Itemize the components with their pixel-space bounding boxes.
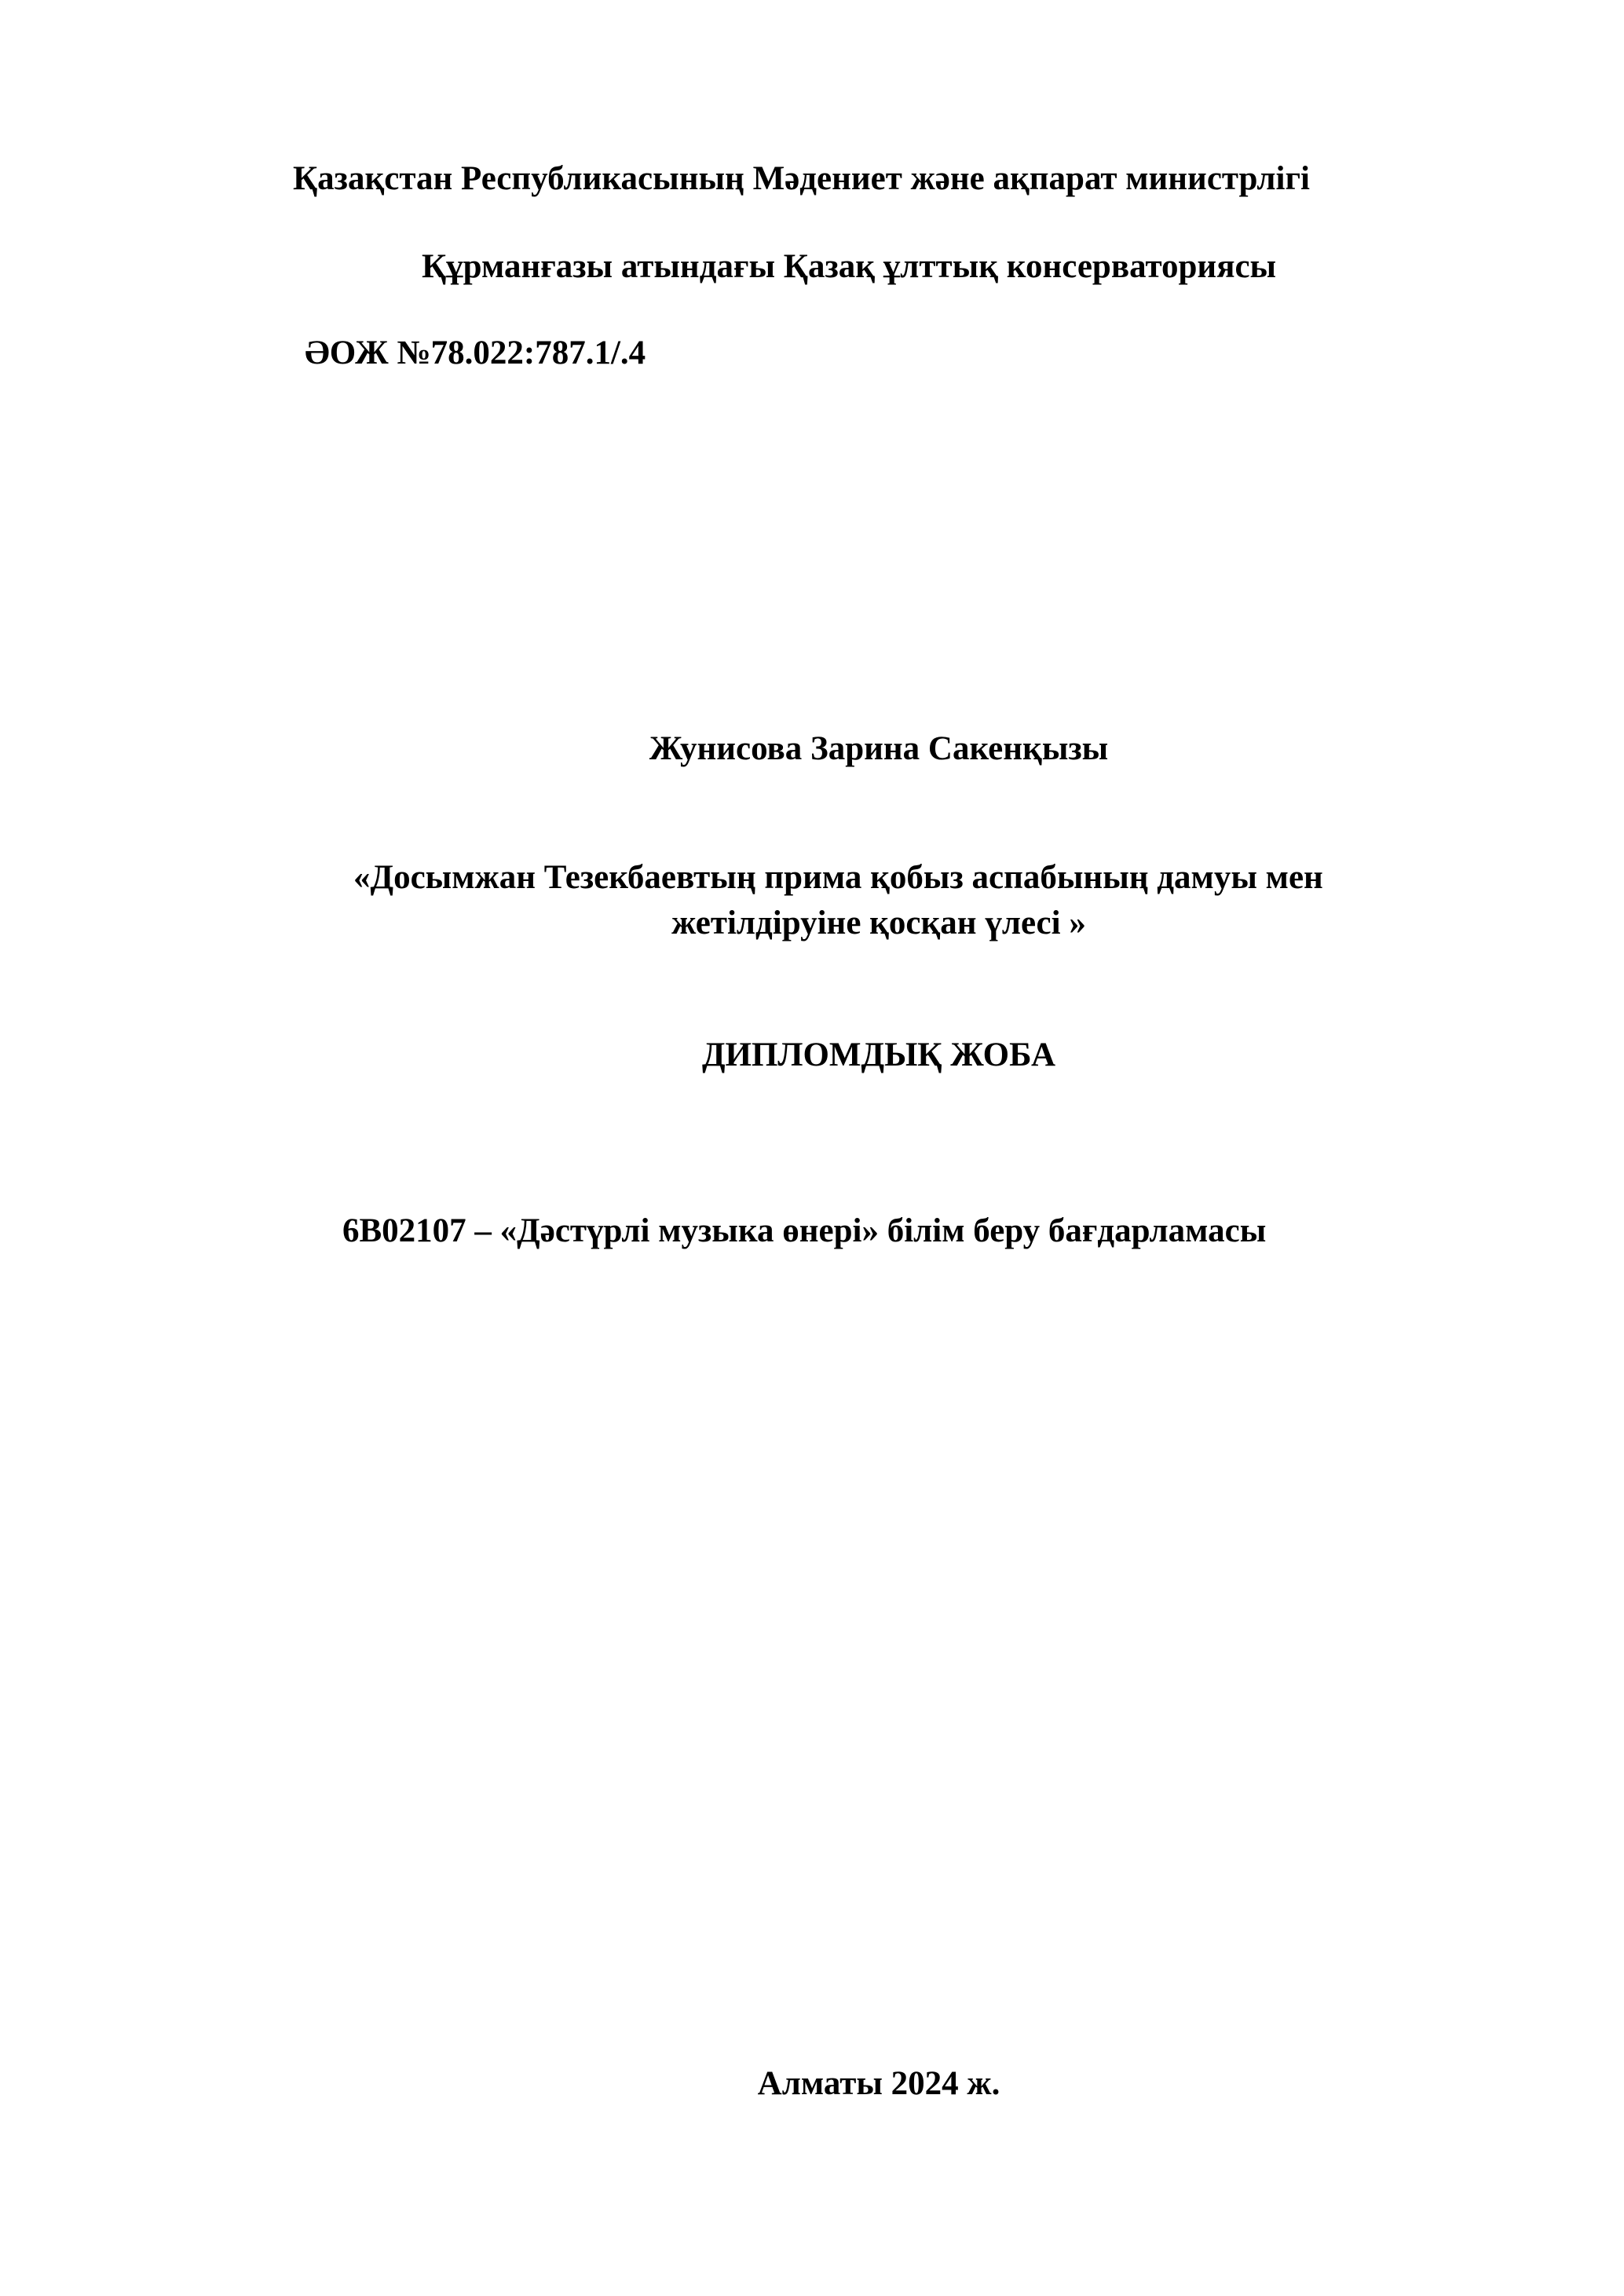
ministry-name: Қазақстан Республикасының Мәдениет және ақпарат министрлігі bbox=[293, 160, 1310, 197]
education-program: 6В02107 – «Дәстүрлі музыка өнері» білім беру бағдарламасы bbox=[342, 1212, 1267, 1249]
udc-code: ӘОЖ №78.022:787.1/.4 bbox=[305, 335, 646, 371]
document-type: ДИПЛОМДЫҚ ЖОБА bbox=[701, 1036, 1056, 1073]
city-year: Алматы 2024 ж. bbox=[757, 2065, 1000, 2102]
thesis-title-line-2: жетілдіруіне қосқан үлесі » bbox=[671, 905, 1086, 941]
author-name: Жунисова Зарина Сакенқызы bbox=[649, 730, 1109, 767]
thesis-title-line-1: «Досымжан Тезекбаевтың прима қобыз аспабының дамуы мен bbox=[353, 859, 1323, 896]
institution-name: Құрманғазы атындағы Қазақ ұлттық консерваториясы bbox=[422, 248, 1277, 285]
